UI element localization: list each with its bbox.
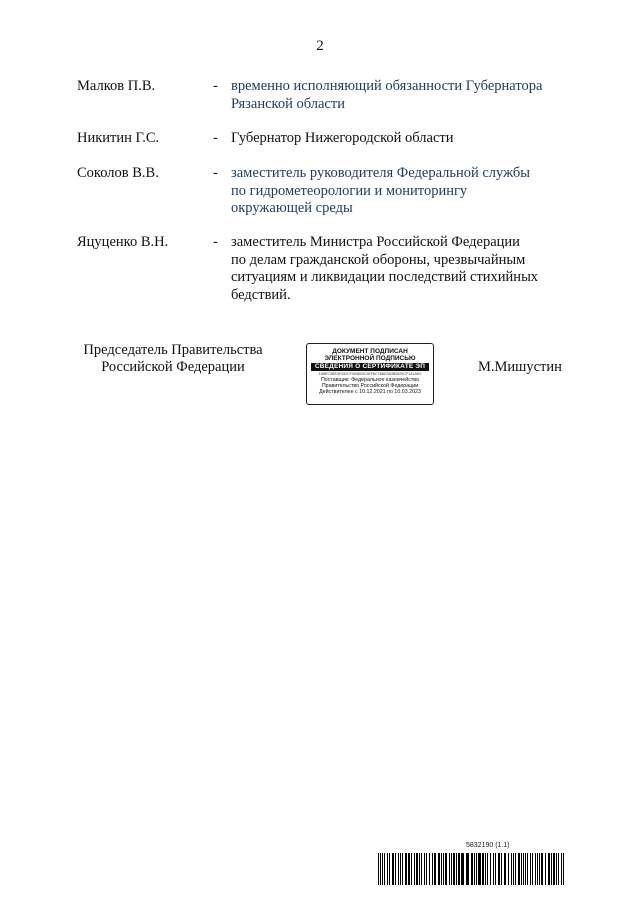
stamp-line: ДОКУМЕНТ ПОДПИСАН: [332, 348, 408, 355]
stamp-line: ЭЛЕКТРОННОЙ ПОДПИСЬЮ: [324, 355, 416, 362]
role-line: по делам гражданской обороны, чрезвычайным: [231, 251, 526, 268]
stamp-header: СВЕДЕНИЯ О СЕРТИФИКАТЕ ЭП: [311, 363, 429, 371]
signature-title: [68, 342, 278, 376]
member-dash: -: [213, 165, 218, 181]
signature-title-line: Председатель Правительства: [83, 342, 263, 358]
member-dash: -: [213, 130, 218, 146]
member-dash: -: [213, 78, 218, 94]
member-role: [231, 234, 576, 304]
stamp-serial: 1A8EC3BE3F432CF063833C2EF6C7B8D3A3B2625CF1A1AE0: [318, 372, 422, 376]
member-name: Малков П.В.: [77, 78, 156, 94]
role-line: заместитель Министра Российской Федерации: [231, 234, 520, 250]
stamp-supplier: Поставщик: Федеральное казначейство: [321, 377, 419, 383]
role-line: по гидрометеорологии и мониторингу: [231, 182, 468, 199]
role-line: окружающей среды: [231, 200, 353, 216]
page-number: 2: [316, 38, 324, 54]
stamp-owner: Правительство Российской Федерации: [321, 383, 419, 389]
document-barcode: [378, 842, 564, 886]
barcode-number: 5832190 (1.1): [466, 842, 510, 849]
role-line: Губернатор Нижегородской области: [231, 130, 454, 146]
barcode-icon: [378, 853, 564, 885]
role-line: ситуациям и ликвидации последствий стихийных: [231, 269, 539, 285]
role-line: временно исполняющий обязанности Губернатора: [231, 78, 543, 94]
signature-title-line: Российской Федерации: [101, 359, 245, 375]
signer-name: М.Мишустин: [478, 359, 562, 375]
member-role: [231, 165, 576, 218]
role-line: заместитель руководителя Федеральной службы: [231, 165, 531, 181]
member-role: [231, 78, 576, 113]
role-line: бедствий.: [231, 286, 291, 303]
member-dash: -: [213, 234, 218, 250]
member-name: Яцуценко В.Н.: [77, 234, 169, 250]
member-name: Соколов В.В.: [77, 165, 159, 181]
role-line: Рязанской области: [231, 95, 345, 112]
member-name: Никитин Г.С.: [77, 130, 160, 146]
member-role: [231, 130, 576, 148]
stamp-validity: Действителен с 10.12.2021 по 10.03.2023: [319, 389, 421, 395]
electronic-signature-stamp: [306, 343, 434, 405]
